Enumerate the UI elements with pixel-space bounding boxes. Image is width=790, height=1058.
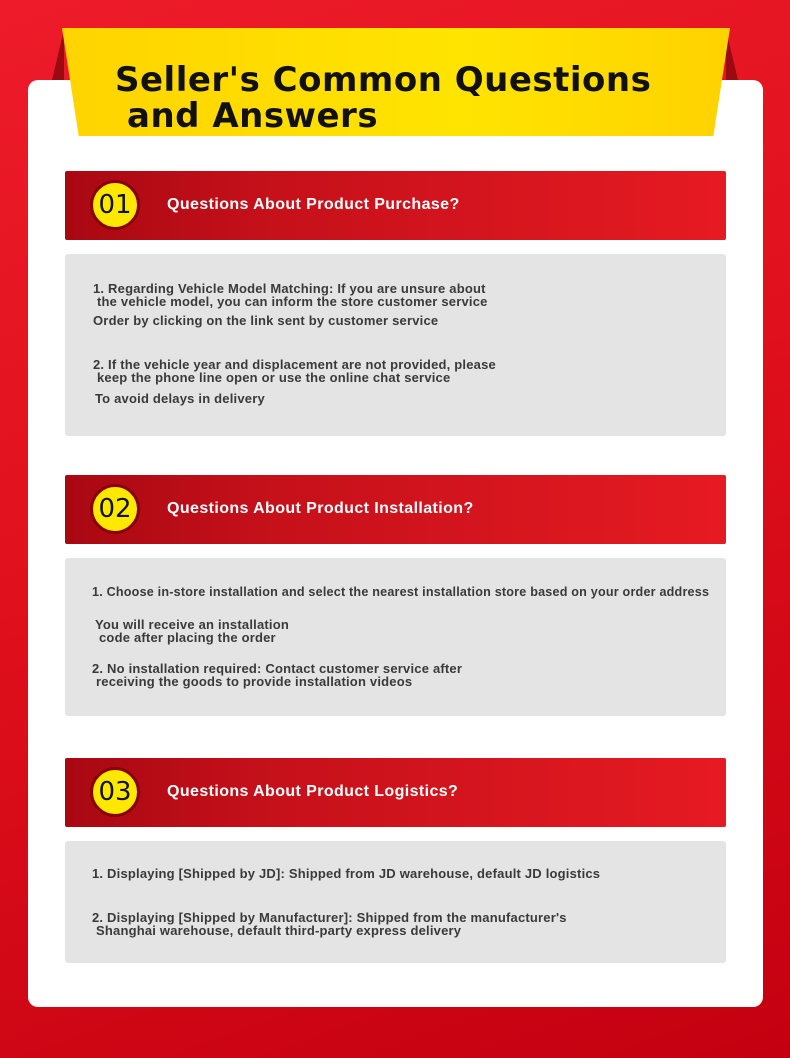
- answer-line: You will receive an installation: [95, 617, 289, 632]
- section-header-logistics: [65, 758, 726, 827]
- section-header-installation: [65, 475, 726, 544]
- answer-item: [92, 586, 709, 599]
- answer-line: 1. Regarding Vehicle Model Matching: If you are unsure about: [93, 281, 486, 296]
- answer-item: [92, 867, 600, 880]
- section-title: Questions About Product Installation?: [167, 500, 474, 517]
- page-title-line-2: and Answers: [127, 96, 379, 136]
- answer-item: [93, 282, 488, 308]
- answer-line: keep the phone line open or use the online chat service: [97, 370, 451, 385]
- answer-item: [92, 911, 567, 937]
- section-body-purchase: [65, 254, 726, 436]
- answer-line: 1. Choose in-store installation and select the nearest installation store based on your order address: [92, 585, 710, 599]
- answer-item: [95, 392, 265, 405]
- banner-fold-left: [52, 30, 64, 80]
- answer-line: 2. If the vehicle year and displacement are not provided, please: [93, 357, 496, 372]
- answer-item: [93, 314, 438, 327]
- answer-line: the vehicle model, you can inform the store customer service: [97, 294, 488, 309]
- page-title: [115, 62, 651, 134]
- section-number-badge: 03: [90, 767, 140, 817]
- answer-line: To avoid delays in delivery: [95, 391, 265, 406]
- section-body-logistics: [65, 841, 726, 963]
- section-body-installation: [65, 558, 726, 716]
- answer-item: [92, 662, 462, 688]
- answer-line: code after placing the order: [99, 630, 276, 645]
- section-number-badge: 01: [90, 180, 140, 230]
- answer-item: [93, 358, 496, 384]
- section-title: Questions About Product Logistics?: [167, 783, 459, 800]
- answer-line: Order by clicking on the link sent by customer service: [93, 313, 439, 328]
- answer-line: 1. Displaying [Shipped by JD]: Shipped from JD warehouse, default JD logistics: [92, 866, 601, 881]
- answer-item: [95, 618, 289, 644]
- answer-line: Shanghai warehouse, default third-party express delivery: [96, 923, 462, 938]
- answer-line: 2. Displaying [Shipped by Manufacturer]: Shipped from the manufacturer's: [92, 910, 567, 925]
- page-title-line-1: Seller's Common Questions: [115, 60, 652, 100]
- section-title: Questions About Product Purchase?: [167, 196, 460, 213]
- section-header-purchase: [65, 171, 726, 240]
- answer-line: 2. No installation required: Contact customer service after: [92, 661, 463, 676]
- section-number-badge: 02: [90, 484, 140, 534]
- answer-line: receiving the goods to provide installation videos: [96, 674, 413, 689]
